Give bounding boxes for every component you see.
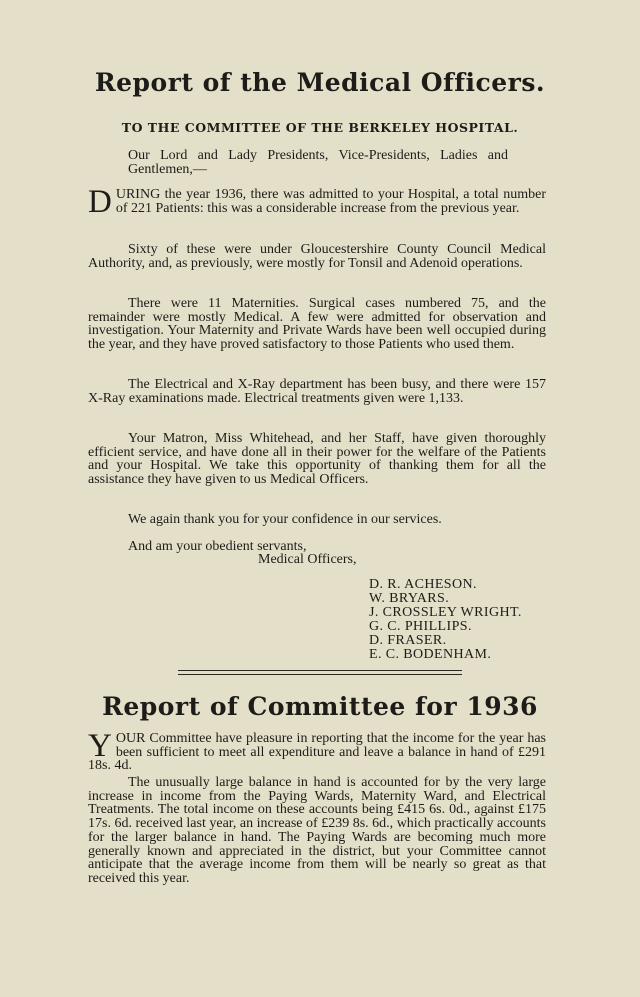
signatory: D. R. ACHESON. bbox=[369, 577, 477, 592]
signatory: W. BRYARS. bbox=[369, 591, 450, 606]
drop-cap-y: Y bbox=[88, 728, 112, 764]
divider-rule-bottom bbox=[178, 674, 462, 675]
salutation-text: Our Lord and Lady Presidents, Vice-Presidents, Ladies and Gentlemen,— bbox=[128, 148, 508, 177]
paragraph-admissions-text: URING the year 1936, there was admitted to your Hospital, a total number of 221 Patients: this was a considerable increase from the previous year. bbox=[115, 187, 546, 216]
closing-line: And am your obedient servants, bbox=[128, 539, 307, 554]
committee-report-title: Report of Committee for 1936 bbox=[102, 692, 538, 721]
signatories-list bbox=[369, 578, 522, 662]
closing-signoff: Medical Officers, bbox=[258, 552, 357, 567]
paragraph-maternities: There were 11 Maternities. Surgical cases numbered 75, and the remainder were mostly Medical. A few were admitted for observation and investigation. Your Maternity and Private Wards have been well occupied during the year, and they have proved satisfactory to those Patients who used them. bbox=[88, 296, 546, 353]
paragraph-admissions bbox=[88, 184, 546, 220]
signatory: J. CROSSLEY WRIGHT. bbox=[369, 605, 522, 620]
signatory: E. C. BODENHAM. bbox=[369, 647, 492, 662]
paragraph-thanks: We again thank you for your confidence in our services. bbox=[128, 512, 442, 527]
salutation bbox=[128, 149, 508, 176]
addressee-line: TO THE COMMITTEE OF THE BERKELEY HOSPITAL. bbox=[121, 120, 519, 135]
paragraph-balance: The unusually large balance in hand is accounted for by the very large increase in income from the Paying Wards, Maternity Ward, and Electrical Treatments. The total income on these accounts being £415 6s. 0d., against £175 17s. 6d. received last year, an increase of £239 8s. 6d., which practically accounts for the larger balance in hand. The Paying Wards are becoming much more generally known and appreciated in the district, but your Committee cannot anticipate that the average income from them will be nearly so great as that received this year. bbox=[88, 775, 546, 886]
paragraph-matron: Your Matron, Miss Whitehead, and her Staff, have given thoroughly efficient service, and have done all in their power for the welfare of the Patients and your Hospital. We take this opportunity of thanking them for all the assistance they have given to us Medical Officers. bbox=[88, 431, 546, 488]
signatory: D. FRASER. bbox=[369, 633, 447, 648]
signatory: G. C. PHILLIPS. bbox=[369, 619, 472, 634]
paragraph-income-text: OUR Committee have pleasure in reporting that the income for the year has been sufficient to meet all expenditure and leave a balance in hand of £291 18s. 4d. bbox=[88, 731, 546, 774]
divider-rule-top bbox=[178, 670, 462, 671]
drop-cap-d: D bbox=[88, 184, 112, 220]
paragraph-xray: The Electrical and X-Ray department has been busy, and there were 157 X-Ray examinations made. Electrical treatments given were 1,133. bbox=[88, 377, 546, 406]
medical-officers-report-title: Report of the Medical Officers. bbox=[94, 68, 546, 97]
paragraph-county-council: Sixty of these were under Gloucestershire County Council Medical Authority, and, as previously, were mostly for Tonsil and Adenoid operations. bbox=[88, 242, 546, 271]
paragraph-income bbox=[88, 728, 546, 774]
